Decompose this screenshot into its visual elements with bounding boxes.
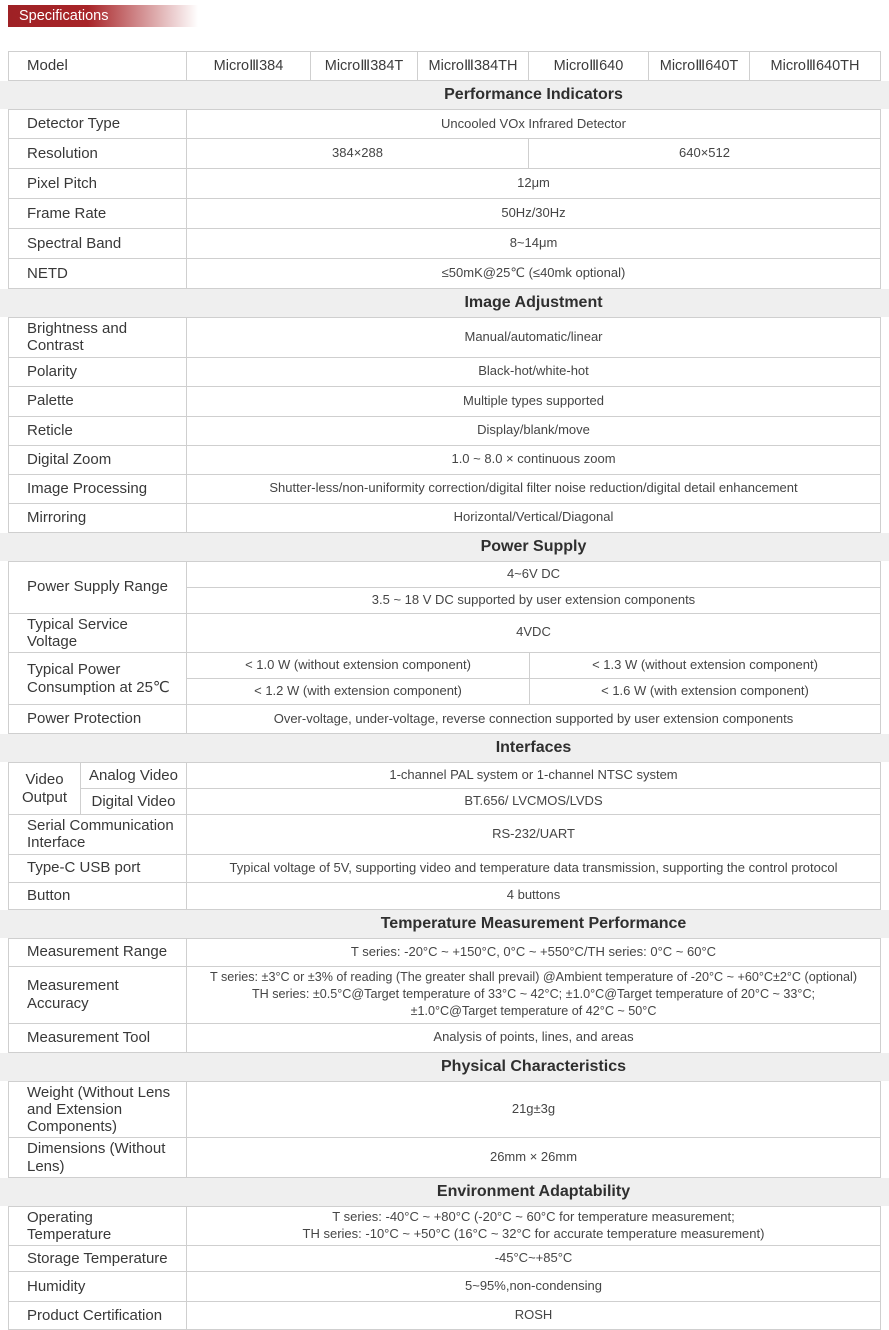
spec-row-video-output: [9, 763, 880, 814]
section-band-power-supply: Power Supply: [0, 533, 889, 561]
spec-row-serial-communication: [9, 814, 880, 854]
row-label: Dimensions (Without Lens): [27, 1140, 166, 1175]
section-band-temperature-measurement: Temperature Measurement Performance: [0, 910, 889, 938]
cell-value-640: 640×512: [528, 139, 880, 168]
cell-value: Manual/automatic/linear: [186, 318, 880, 357]
cell-value: 1-channel PAL system or 1-channel NTSC system: [186, 763, 880, 788]
operating-line-1: T series: -40°C ~ +80°C (-20°C ~ 60°C for temperature measurement;: [332, 1209, 735, 1225]
accuracy-line-3: ±1.0°C@Target temperature of 42°C ~ 50°C: [410, 1004, 657, 1019]
sub-row-digital-video: [81, 788, 880, 814]
cell-value: 3.5 ~ 18 V DC supported by user extension components: [371, 591, 696, 607]
environment-group: [8, 1206, 881, 1330]
interfaces-group: [8, 762, 881, 910]
section-band-interfaces: Interfaces: [0, 734, 889, 762]
row-label: Mirroring: [27, 508, 87, 526]
specifications-badge: [8, 5, 198, 27]
section-band-physical-characteristics: Physical Characteristics: [0, 1053, 889, 1081]
model-cell-640: MicroⅢ640: [528, 52, 648, 80]
value-stack: [186, 562, 880, 613]
cell-value-384: < 1.0 W (without extension component): [245, 657, 471, 673]
cell-value: 12μm: [186, 169, 880, 198]
cell-value: RS-232/UART: [186, 815, 880, 854]
row-label: Polarity: [27, 362, 78, 380]
cell-value: 1.0 ~ 8.0 × continuous zoom: [186, 446, 880, 474]
cell-value: 26mm × 26mm: [186, 1138, 880, 1177]
spec-row-typical-service-voltage: [9, 613, 880, 653]
spec-row-storage-temperature: [9, 1245, 880, 1271]
cell-value: ≤50mK@25℃ (≤40mk optional): [186, 259, 880, 288]
row-label: Video Output: [21, 771, 68, 806]
cell-value: 8~14μm: [186, 229, 880, 258]
cell-value: Multiple types supported: [186, 387, 880, 416]
spec-row-operating-temperature: [9, 1207, 880, 1246]
model-cell-640t: MicroⅢ640T: [648, 52, 749, 80]
spec-row-measurement-accuracy: [9, 966, 880, 1023]
specifications-badge-label: Specifications: [19, 8, 109, 24]
spec-row-detector-type: [9, 110, 880, 138]
spec-row-power-consumption: [9, 652, 880, 704]
cell-value: Display/blank/move: [186, 417, 880, 445]
row-label: Reticle: [27, 421, 73, 439]
sub-row: [187, 653, 880, 678]
row-label: Operating Temperature: [27, 1208, 112, 1244]
row-label: Serial Communication Interface: [27, 817, 174, 852]
spec-row-spectral-band: [9, 228, 880, 258]
row-label: Image Processing: [27, 479, 148, 497]
row-label: Button: [27, 886, 71, 904]
cell-value: BT.656/ LVCMOS/LVDS: [186, 789, 880, 814]
row-label: Digital Zoom: [27, 450, 112, 468]
row-label: Humidity: [27, 1278, 86, 1296]
section-band-environment-adaptability: Environment Adaptability: [0, 1178, 889, 1206]
row-label: Typical Service Voltage: [27, 615, 128, 650]
cell-value: [186, 967, 880, 1023]
spec-row-mirroring: [9, 503, 880, 532]
spec-row-button: [9, 882, 880, 909]
model-cell-384th: MicroⅢ384TH: [417, 52, 528, 80]
cell-value: 4VDC: [186, 614, 880, 653]
cell-value: Black-hot/white-hot: [186, 358, 880, 386]
spec-row-frame-rate: [9, 198, 880, 228]
row-label: Spectral Band: [27, 234, 122, 252]
cell-value: Analysis of points, lines, and areas: [186, 1024, 880, 1052]
accuracy-line-2: TH series: ±0.5°C@Target temperature of 33°C ~ 42°C; ±1.0°C@Target temperature of 20°C ~ 33°C;: [251, 986, 816, 1001]
row-label: Frame Rate: [27, 204, 107, 222]
value-stack: [80, 763, 880, 814]
spec-row-humidity: [9, 1271, 880, 1301]
cell-value-384: 384×288: [186, 139, 528, 168]
cell-value: 4 buttons: [186, 883, 880, 909]
spec-row-dimensions: [9, 1137, 880, 1177]
cell-value: Over-voltage, under-voltage, reverse connection supported by user extension components: [186, 705, 880, 733]
row-label: Typical Power Consumption at 25℃: [27, 661, 170, 696]
sub-row: [187, 562, 880, 587]
sub-row-analog-video: [81, 763, 880, 788]
row-label: Brightness and Contrast: [27, 320, 128, 355]
image-adjustment-group: [8, 317, 881, 533]
row-label: NETD: [27, 264, 68, 282]
cell-value: ROSH: [186, 1302, 880, 1329]
power-supply-group: [8, 561, 881, 735]
cell-value: Uncooled VOx Infrared Detector: [186, 110, 880, 138]
spec-row-power-protection: [9, 704, 880, 733]
cell-value: -45°C~+85°C: [186, 1246, 880, 1271]
row-label: Measurement Tool: [27, 1029, 151, 1046]
section-band-image-adjustment: Image Adjustment: [0, 289, 889, 317]
cell-value: Horizontal/Vertical/Diagonal: [186, 504, 880, 532]
spec-row-measurement-tool: [9, 1023, 880, 1052]
spec-row-pixel-pitch: [9, 168, 880, 198]
sub-row-label: Analog Video: [89, 767, 178, 784]
row-label: Detector Type: [27, 115, 121, 133]
spec-row-netd: [9, 258, 880, 288]
spec-row-polarity: [9, 357, 880, 386]
model-row-group: [8, 51, 881, 81]
physical-group: [8, 1081, 881, 1178]
row-label: Power Supply Range: [27, 578, 168, 596]
temperature-group: [8, 938, 881, 1053]
sub-row-label: Digital Video: [91, 793, 176, 810]
model-cell-384: MicroⅢ384: [186, 52, 310, 80]
spec-row-product-certification: [9, 1301, 880, 1329]
cell-value-640: < 1.6 W (with extension component): [529, 679, 880, 704]
accuracy-line-1: T series: ±3°C or ±3% of reading (The greater shall prevail) @Ambient temperature of -20°C ~ +60°C±2°C (optional): [209, 969, 858, 984]
spec-row-typec-usb-port: [9, 854, 880, 882]
spec-row-palette: [9, 386, 880, 416]
spec-row-image-processing: [9, 474, 880, 503]
sub-row: [187, 678, 880, 704]
cell-value: 21g±3g: [186, 1082, 880, 1138]
spec-row-reticle: [9, 416, 880, 445]
cell-value: [186, 1207, 880, 1246]
operating-line-2: TH series: -10°C ~ +50°C (16°C ~ 32°C for accurate temperature measurement): [302, 1226, 765, 1242]
row-label: Storage Temperature: [27, 1250, 168, 1268]
cell-value: 5~95%,non-condensing: [186, 1272, 880, 1301]
spec-row-brightness-contrast: [9, 318, 880, 357]
model-cell-640th: MicroⅢ640TH: [749, 52, 880, 80]
row-label: Product Certification: [27, 1307, 163, 1325]
row-label: Pixel Pitch: [27, 174, 98, 192]
row-label: Resolution: [27, 144, 98, 162]
section-band-performance-indicators: Performance Indicators: [0, 81, 889, 109]
spec-row-power-supply-range: [9, 562, 880, 613]
cell-value-640: < 1.3 W (without extension component): [529, 653, 880, 678]
row-label: Power Protection: [27, 710, 142, 728]
performance-group: [8, 109, 881, 289]
value-stack: [186, 653, 880, 704]
spec-row-measurement-range: [9, 939, 880, 966]
row-label: Weight (Without Lens and Extension Components): [27, 1083, 171, 1136]
cell-value: 50Hz/30Hz: [186, 199, 880, 228]
row-label: Palette: [27, 392, 74, 410]
row-label: Type-C USB port: [27, 859, 141, 877]
row-label: Measurement Range: [27, 943, 168, 961]
cell-value: Typical voltage of 5V, supporting video and temperature data transmission, supporting the control protocol: [186, 855, 880, 882]
spec-row-resolution: [9, 138, 880, 168]
cell-value: 4~6V DC: [506, 565, 561, 581]
row-label: Measurement Accuracy: [27, 977, 119, 1012]
cell-value-384: < 1.2 W (with extension component): [254, 683, 462, 699]
cell-value: Shutter-less/non-uniformity correction/digital filter noise reduction/digital detail enhancement: [186, 475, 880, 503]
spec-row-digital-zoom: [9, 445, 880, 474]
model-row-label: Model: [27, 57, 68, 75]
spec-table: [0, 51, 889, 1330]
model-row: [9, 52, 880, 80]
spec-row-weight: [9, 1082, 880, 1138]
model-cell-384t: MicroⅢ384T: [310, 52, 417, 80]
cell-value: T series: -20°C ~ +150°C, 0°C ~ +550°C/TH series: 0°C ~ 60°C: [186, 939, 880, 966]
sub-row: [187, 587, 880, 613]
